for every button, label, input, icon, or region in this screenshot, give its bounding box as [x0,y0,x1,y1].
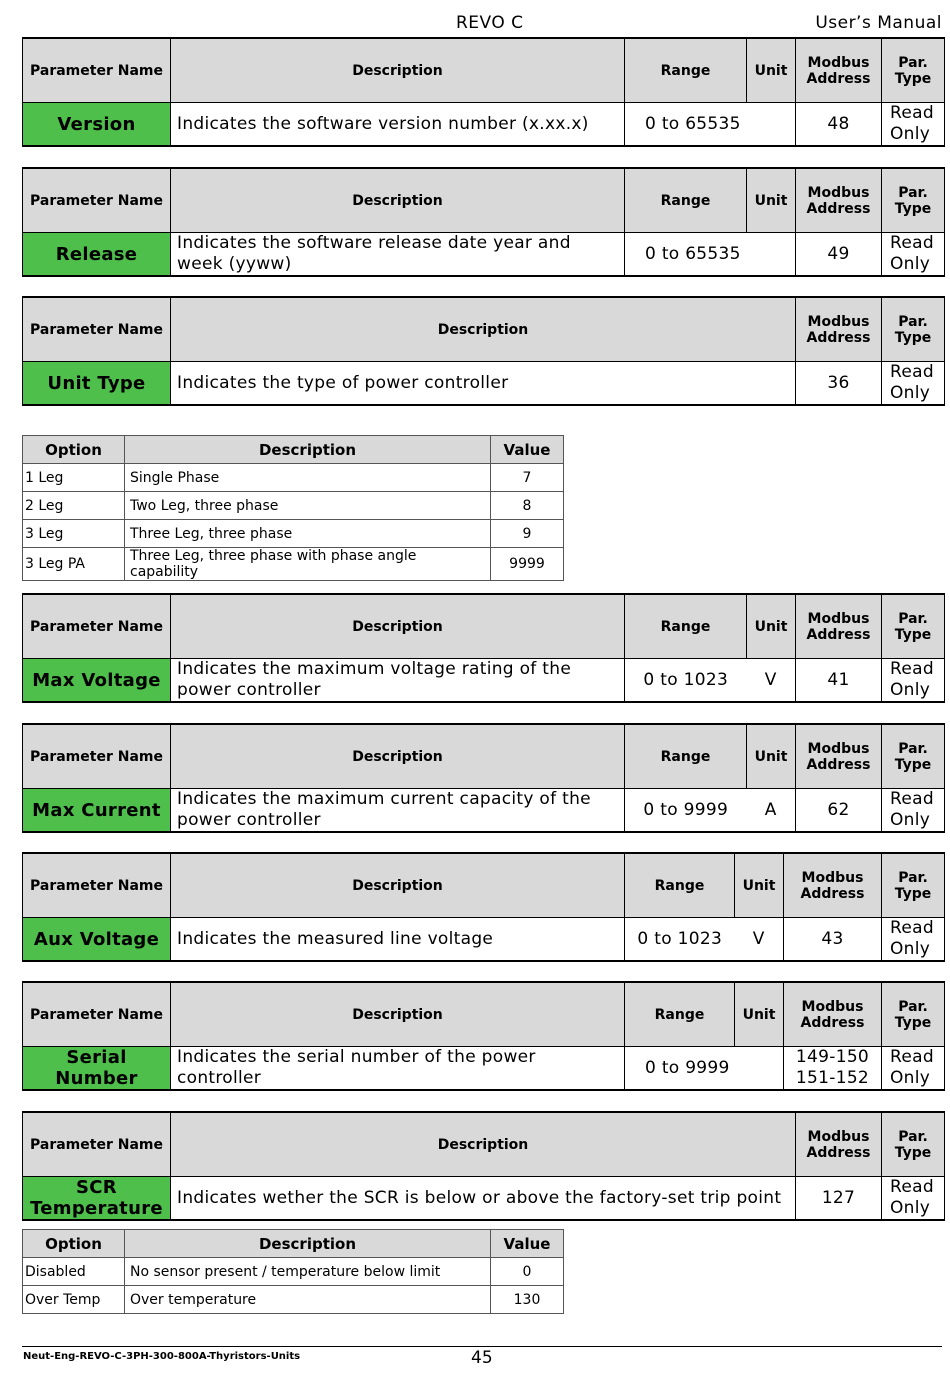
col-modbus: Modbus Address [784,982,882,1047]
scr-options-table [22,1229,564,1314]
param-type: Read Only [882,362,945,406]
header-manual: User’s Manual [815,13,942,33]
param-range: 0 to 9999 [625,789,747,833]
option-description: No sensor present / temperature below limit [125,1258,491,1286]
param-table-scr-temperature [22,1111,945,1221]
param-description: Indicates the maximum current capacity of the power controller [171,789,625,833]
option-description: Single Phase [125,464,491,492]
param-modbus: 36 [796,362,882,406]
col-range: Range [625,38,747,103]
col-parameter-name: Parameter Name [23,168,171,233]
col-modbus: Modbus Address [796,724,882,789]
col-unit: Unit [735,853,784,918]
table-row [23,1258,564,1286]
col-range: Range [625,594,747,659]
col-par-type: Par. Type [882,1112,945,1177]
param-name: Serial Number [23,1047,171,1091]
col-par-type: Par. Type [882,168,945,233]
param-name: Release [23,233,171,277]
table-row [23,548,564,581]
param-name: Max Voltage [23,659,171,703]
col-description: Description [171,724,625,789]
col-unit: Unit [735,982,784,1047]
option-value: 7 [491,464,564,492]
param-table-version [22,37,945,147]
col-modbus: Modbus Address [784,853,882,918]
col-range: Range [625,724,747,789]
col-range: Range [625,168,747,233]
col-description: Description [171,168,625,233]
param-table-release [22,167,945,277]
col-description: Description [171,853,625,918]
param-range: 0 to 65535 [625,103,796,147]
param-name: Unit Type [23,362,171,406]
option-cell: 3 Leg [23,520,125,548]
param-range: 0 to 1023 [625,659,747,703]
option-description: Three Leg, three phase with phase angle capability [125,548,491,581]
table-row [23,520,564,548]
param-table-max-current [22,723,945,833]
col-description: Description [171,38,625,103]
col-par-type: Par. Type [882,594,945,659]
option-cell: 3 Leg PA [23,548,125,581]
col-modbus: Modbus Address [796,297,882,362]
param-range: 0 to 9999 [625,1047,784,1091]
table-row [23,492,564,520]
col-par-type: Par. Type [882,853,945,918]
param-modbus: 49 [796,233,882,277]
param-table-max-voltage [22,593,945,703]
col-unit: Unit [747,724,796,789]
param-description: Indicates the serial number of the power controller [171,1047,625,1091]
param-name: SCR Temperature [23,1177,171,1221]
col-par-type: Par. Type [882,982,945,1047]
col-modbus: Modbus Address [796,1112,882,1177]
col-description: Description [171,982,625,1047]
param-range: 0 to 1023 [625,918,735,962]
param-unit: V [747,659,796,703]
option-description: Over temperature [125,1286,491,1314]
param-description: Indicates the maximum voltage rating of the power controller [171,659,625,703]
col-modbus: Modbus Address [796,594,882,659]
col-range: Range [625,982,735,1047]
param-table-unit-type [22,296,945,406]
option-value: 8 [491,492,564,520]
option-value: 9 [491,520,564,548]
col-par-type: Par. Type [882,724,945,789]
param-modbus: 149-150 151-152 [784,1047,882,1091]
col-parameter-name: Parameter Name [23,38,171,103]
param-modbus: 127 [796,1177,882,1221]
param-type: Read Only [882,1047,945,1091]
param-name: Version [23,103,171,147]
col-description: Description [171,297,796,362]
table-row [23,464,564,492]
col-parameter-name: Parameter Name [23,297,171,362]
page-number: 45 [471,1348,493,1368]
option-cell: 2 Leg [23,492,125,520]
param-type: Read Only [882,659,945,703]
option-cell: 1 Leg [23,464,125,492]
param-type: Read Only [882,233,945,277]
col-range: Range [625,853,735,918]
col-parameter-name: Parameter Name [23,1112,171,1177]
param-modbus: 48 [796,103,882,147]
col-unit: Unit [747,168,796,233]
option-cell: Disabled [23,1258,125,1286]
col-par-type: Par. Type [882,38,945,103]
param-name: Max Current [23,789,171,833]
col-option: Option [23,436,125,464]
option-description: Three Leg, three phase [125,520,491,548]
param-range: 0 to 65535 [625,233,796,277]
param-description: Indicates the software version number (x.xx.x) [171,103,625,147]
col-unit: Unit [747,594,796,659]
param-description: Indicates the software release date year and week (yyww) [171,233,625,277]
footer-divider [22,1346,942,1347]
col-unit: Unit [747,38,796,103]
col-description: Description [171,1112,796,1177]
option-value: 9999 [491,548,564,581]
col-parameter-name: Parameter Name [23,853,171,918]
param-type: Read Only [882,1177,945,1221]
param-description: Indicates the measured line voltage [171,918,625,962]
option-description: Two Leg, three phase [125,492,491,520]
option-cell: Over Temp [23,1286,125,1314]
param-type: Read Only [882,789,945,833]
col-value: Value [491,436,564,464]
param-modbus: 43 [784,918,882,962]
col-parameter-name: Parameter Name [23,724,171,789]
col-description: Description [125,1230,491,1258]
param-modbus: 62 [796,789,882,833]
param-unit: V [735,918,784,962]
footer-doc-id: Neut-Eng-REVO-C-3PH-300-800A-Thyristors-Units [23,1351,301,1362]
param-modbus: 41 [796,659,882,703]
param-description: Indicates wether the SCR is below or above the factory-set trip point [171,1177,796,1221]
param-unit: A [747,789,796,833]
unit-type-options-table [22,435,564,581]
col-option: Option [23,1230,125,1258]
col-modbus: Modbus Address [796,38,882,103]
param-type: Read Only [882,918,945,962]
param-name: Aux Voltage [23,918,171,962]
col-parameter-name: Parameter Name [23,982,171,1047]
col-par-type: Par. Type [882,297,945,362]
param-table-serial-number [22,981,945,1091]
col-description: Description [171,594,625,659]
param-type: Read Only [882,103,945,147]
option-value: 0 [491,1258,564,1286]
col-parameter-name: Parameter Name [23,594,171,659]
table-row [23,1286,564,1314]
col-description: Description [125,436,491,464]
col-modbus: Modbus Address [796,168,882,233]
col-value: Value [491,1230,564,1258]
header-title: REVO C [456,13,524,33]
param-description: Indicates the type of power controller [171,362,796,406]
param-table-aux-voltage [22,852,945,962]
option-value: 130 [491,1286,564,1314]
